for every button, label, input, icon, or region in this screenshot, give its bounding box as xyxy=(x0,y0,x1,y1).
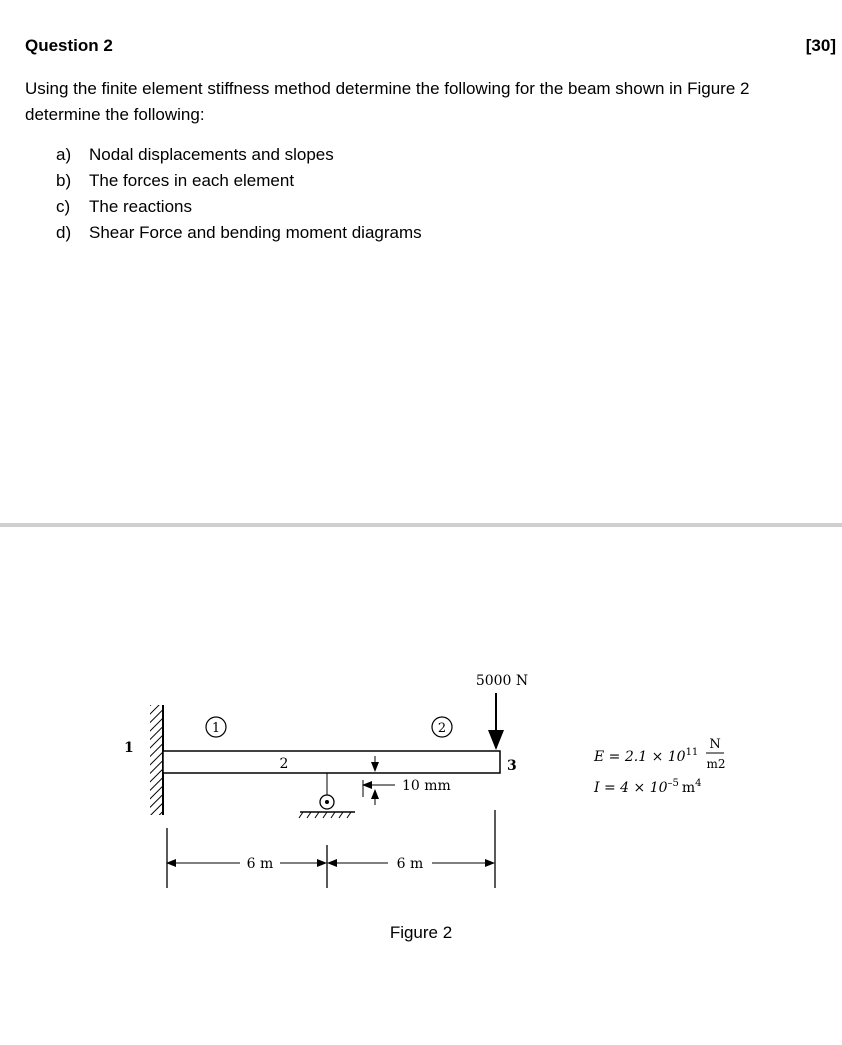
beam-figure xyxy=(110,660,760,910)
element-1-label: 1 xyxy=(211,721,221,736)
question-intro: Using the finite element stiffness method determine the following for the beam shown in Figure 2 determine the following: xyxy=(25,79,750,124)
modulus-prefix: E = 2.1 × 10 xyxy=(594,749,686,765)
material-properties xyxy=(593,737,726,796)
part-label: b) xyxy=(56,171,72,190)
node-3-label: 3 xyxy=(507,758,517,774)
beam xyxy=(163,751,500,773)
element-2-label: 2 xyxy=(437,721,447,736)
inertia-prefix: I = 4 × 10 xyxy=(594,780,668,796)
settlement-label: 10 mm xyxy=(402,778,451,794)
list-item xyxy=(56,168,422,194)
part-text: The forces in each element xyxy=(89,171,295,190)
inertia-unit-exponent: 4 xyxy=(695,778,702,789)
question-marks: [30] xyxy=(805,36,836,55)
roller-support xyxy=(299,773,355,818)
part-text: Nodal displacements and slopes xyxy=(89,145,334,164)
list-item xyxy=(56,142,422,168)
modulus-unit-numerator: N xyxy=(709,737,721,752)
question-title: Question 2 xyxy=(25,36,113,55)
list-item xyxy=(56,220,422,246)
inertia-unit: m xyxy=(681,780,696,796)
modulus-exponent: 11 xyxy=(685,747,699,758)
figure-caption: Figure 2 xyxy=(389,923,453,942)
part-text: The reactions xyxy=(89,197,192,216)
part-text: Shear Force and bending moment diagrams xyxy=(89,223,422,242)
node-2-label: 2 xyxy=(279,756,289,772)
fixed-support xyxy=(150,705,163,815)
span-2-label: 6 m xyxy=(396,856,424,872)
element-1-marker xyxy=(206,717,226,737)
page-divider xyxy=(0,523,842,527)
part-label: d) xyxy=(56,223,72,242)
node-1-label: 1 xyxy=(124,740,134,756)
inertia-label xyxy=(593,778,702,796)
load-label: 5000 N xyxy=(475,673,529,689)
span-1-label: 6 m xyxy=(246,856,274,872)
element-2-marker xyxy=(432,717,452,737)
inertia-exponent: –5 xyxy=(667,778,679,789)
list-item xyxy=(56,194,422,220)
modulus-unit-denominator: m2 xyxy=(706,757,726,771)
part-label: c) xyxy=(56,197,71,216)
span-dimensions xyxy=(167,810,495,888)
modulus-label xyxy=(593,747,698,765)
part-label: a) xyxy=(56,145,72,164)
question-parts-list xyxy=(56,142,422,246)
